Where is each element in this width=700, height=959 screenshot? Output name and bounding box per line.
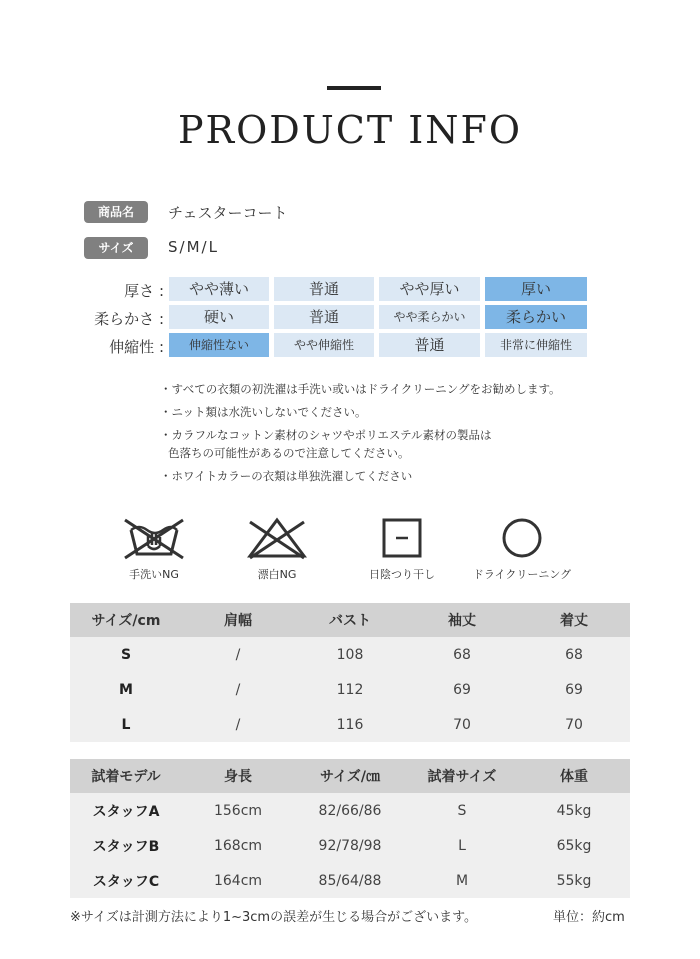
thickness-option-selected: 厚い bbox=[485, 277, 587, 301]
table-header: 試着サイズ bbox=[406, 759, 518, 793]
stretch-option: 非常に伸縮性 bbox=[485, 333, 587, 357]
table-row bbox=[70, 793, 630, 828]
table-row bbox=[70, 707, 630, 742]
table-cell: 108 bbox=[294, 637, 406, 672]
table-cell: スタッフC bbox=[70, 863, 182, 898]
page-title: PRODUCT INFO bbox=[177, 108, 523, 152]
table-cell: 168cm bbox=[182, 828, 294, 863]
note-line: ・ニット類は水洗いしないでください。 bbox=[160, 405, 367, 419]
table-cell: 70 bbox=[518, 707, 630, 742]
table-cell: 156cm bbox=[182, 793, 294, 828]
table-cell: / bbox=[182, 637, 294, 672]
table-header: 肩幅 bbox=[182, 603, 294, 637]
table-cell: 68 bbox=[518, 637, 630, 672]
table-row bbox=[70, 637, 630, 672]
table-cell: 69 bbox=[406, 672, 518, 707]
table-cell: 68 bbox=[406, 637, 518, 672]
table-cell: 85/64/88 bbox=[294, 863, 406, 898]
table-cell: S bbox=[406, 793, 518, 828]
care-hand-wash-ng bbox=[94, 516, 214, 582]
note-line: ・カラフルなコットン素材のシャツやポリエステル素材の製品は bbox=[160, 428, 492, 442]
title-top-bar bbox=[327, 86, 381, 90]
table-row bbox=[70, 672, 630, 707]
table-cell: 55kg bbox=[518, 863, 630, 898]
table-header-row bbox=[70, 759, 630, 793]
care-label: ドライクリーニング bbox=[472, 568, 572, 581]
product-name-value: チェスターコート bbox=[168, 204, 288, 222]
hand-wash-ng-icon bbox=[121, 516, 187, 560]
table-row bbox=[70, 863, 630, 898]
table-cell: スタッフB bbox=[70, 828, 182, 863]
softness-option: 普通 bbox=[274, 305, 374, 329]
care-dry-clean bbox=[462, 516, 582, 582]
table-header: 体重 bbox=[518, 759, 630, 793]
table-cell: L bbox=[406, 828, 518, 863]
stretch-option-selected: 伸縮性ない bbox=[169, 333, 269, 357]
care-notes bbox=[160, 378, 561, 488]
dry-clean-icon bbox=[500, 516, 544, 560]
table-header: 着丈 bbox=[518, 603, 630, 637]
softness-label: 柔らかさ : bbox=[94, 310, 164, 328]
table-cell: 164cm bbox=[182, 863, 294, 898]
care-bleach-ng bbox=[217, 516, 337, 582]
measurement-note: ※サイズは計測方法により1~3cmの誤差が生じる場合がございます。 bbox=[70, 910, 478, 925]
table-cell: 65kg bbox=[518, 828, 630, 863]
table-header: 袖丈 bbox=[406, 603, 518, 637]
care-label: 漂白NG bbox=[257, 568, 297, 581]
care-shade-line-dry bbox=[342, 516, 462, 582]
table-header: 試着モデル bbox=[70, 759, 182, 793]
table-header: バスト bbox=[294, 603, 406, 637]
note-line: ・ホワイトカラーの衣類は単独洗濯してください bbox=[160, 469, 413, 483]
thickness-option: やや厚い bbox=[379, 277, 480, 301]
thickness-option: 普通 bbox=[274, 277, 374, 301]
table-cell: スタッフA bbox=[70, 793, 182, 828]
size-badge: サイズ bbox=[84, 237, 148, 259]
bleach-ng-icon bbox=[244, 516, 310, 560]
table-cell: S bbox=[70, 637, 182, 672]
softness-option-selected: 柔らかい bbox=[485, 305, 587, 329]
thickness-option: やや薄い bbox=[169, 277, 269, 301]
product-name-badge: 商品名 bbox=[84, 201, 148, 223]
table-cell: M bbox=[406, 863, 518, 898]
table-cell: / bbox=[182, 707, 294, 742]
care-label: 手洗いNG bbox=[129, 568, 179, 581]
thickness-label: 厚さ : bbox=[124, 282, 164, 300]
table-cell: L bbox=[70, 707, 182, 742]
table-cell: 45kg bbox=[518, 793, 630, 828]
stretch-option: やや伸縮性 bbox=[274, 333, 374, 357]
table-row bbox=[70, 828, 630, 863]
model-table bbox=[70, 759, 630, 898]
table-cell: M bbox=[70, 672, 182, 707]
table-cell: 69 bbox=[518, 672, 630, 707]
shade-line-dry-icon bbox=[380, 516, 424, 560]
softness-option: 硬い bbox=[169, 305, 269, 329]
table-header: 身長 bbox=[182, 759, 294, 793]
care-label: 日陰つり干し bbox=[369, 568, 435, 581]
unit-label: 単位：約cm bbox=[553, 910, 625, 925]
table-header: サイズ/㎝ bbox=[294, 759, 406, 793]
softness-option: やや柔らかい bbox=[379, 305, 480, 329]
stretch-option: 普通 bbox=[379, 333, 480, 357]
table-cell: / bbox=[182, 672, 294, 707]
table-header-row bbox=[70, 603, 630, 637]
note-line: 色落ちの可能性があるので注意してください。 bbox=[168, 446, 410, 460]
table-header: サイズ/cm bbox=[70, 603, 182, 637]
table-cell: 116 bbox=[294, 707, 406, 742]
stretch-label: 伸縮性 : bbox=[109, 338, 164, 356]
note-line: ・すべての衣類の初洗濯は手洗い或いはドライクリーニングをお勧めします。 bbox=[160, 382, 561, 396]
size-table bbox=[70, 603, 630, 742]
table-cell: 82/66/86 bbox=[294, 793, 406, 828]
table-cell: 92/78/98 bbox=[294, 828, 406, 863]
size-value: S/M/L bbox=[168, 238, 219, 256]
table-cell: 70 bbox=[406, 707, 518, 742]
table-cell: 112 bbox=[294, 672, 406, 707]
